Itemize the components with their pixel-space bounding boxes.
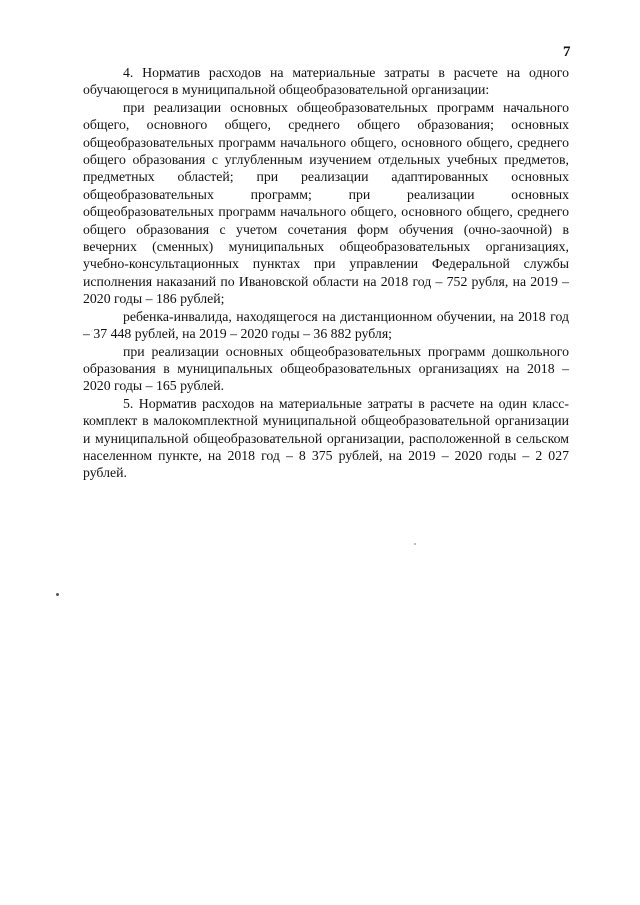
page-number: 7 (563, 44, 571, 60)
paragraph-5-class-set: 5. Норматив расходов на материальные затраты в расчете на один класс-комплект в малокомплектной муниципальной общеобразовательной организации и муниципальной общеобразовательной организации, расположенной в сельском населенном пункте, на 2018 год – 8 375 рублей, на 2019 – 2020 годы – 2 027 рублей. (83, 395, 569, 481)
scan-speck (56, 593, 59, 596)
scan-speck (414, 543, 416, 545)
paragraph-4-heading: 4. Норматив расходов на материальные затраты в расчете на одного обучающегося в муниципальной общеобразовательной организации: (83, 65, 569, 98)
paragraph-preschool: при реализации основных общеобразовательных программ дошкольного образования в муниципальных общеобразовательных организациях на 2018 – 2020 годы – 165 рублей. (83, 343, 569, 394)
paragraph-disabled-child: ребенка-инвалида, находящегося на дистанционном обучении, на 2018 год – 37 448 рублей, на 2019 – 2020 годы – 36 882 рубля; (83, 308, 569, 342)
paragraph-general-programs: при реализации основных общеобразовательных программ начального общего, основного общего, среднего общего образования; основных общеобразовательных программ начального общего, основного общего, среднего общего образования с углубленным изучением отдельных учебных предметов, предметных областей; при реализации адаптированных основных общеобразовательных программ; при реализации основных общеобразовательных программ начального общего, основного общего, среднего общего образования с учетом сочетания форм обучения (очно-заочной) в вечерних (сменных) муниципальных общеобразовательных организациях, учебно-консультационных пунктах при управлении Федеральной службы исполнения наказаний по Ивановской области на 2018 год – 752 рубля, на 2019 – 2020 годы – 186 рублей; (83, 99, 569, 307)
document-body (83, 64, 569, 482)
